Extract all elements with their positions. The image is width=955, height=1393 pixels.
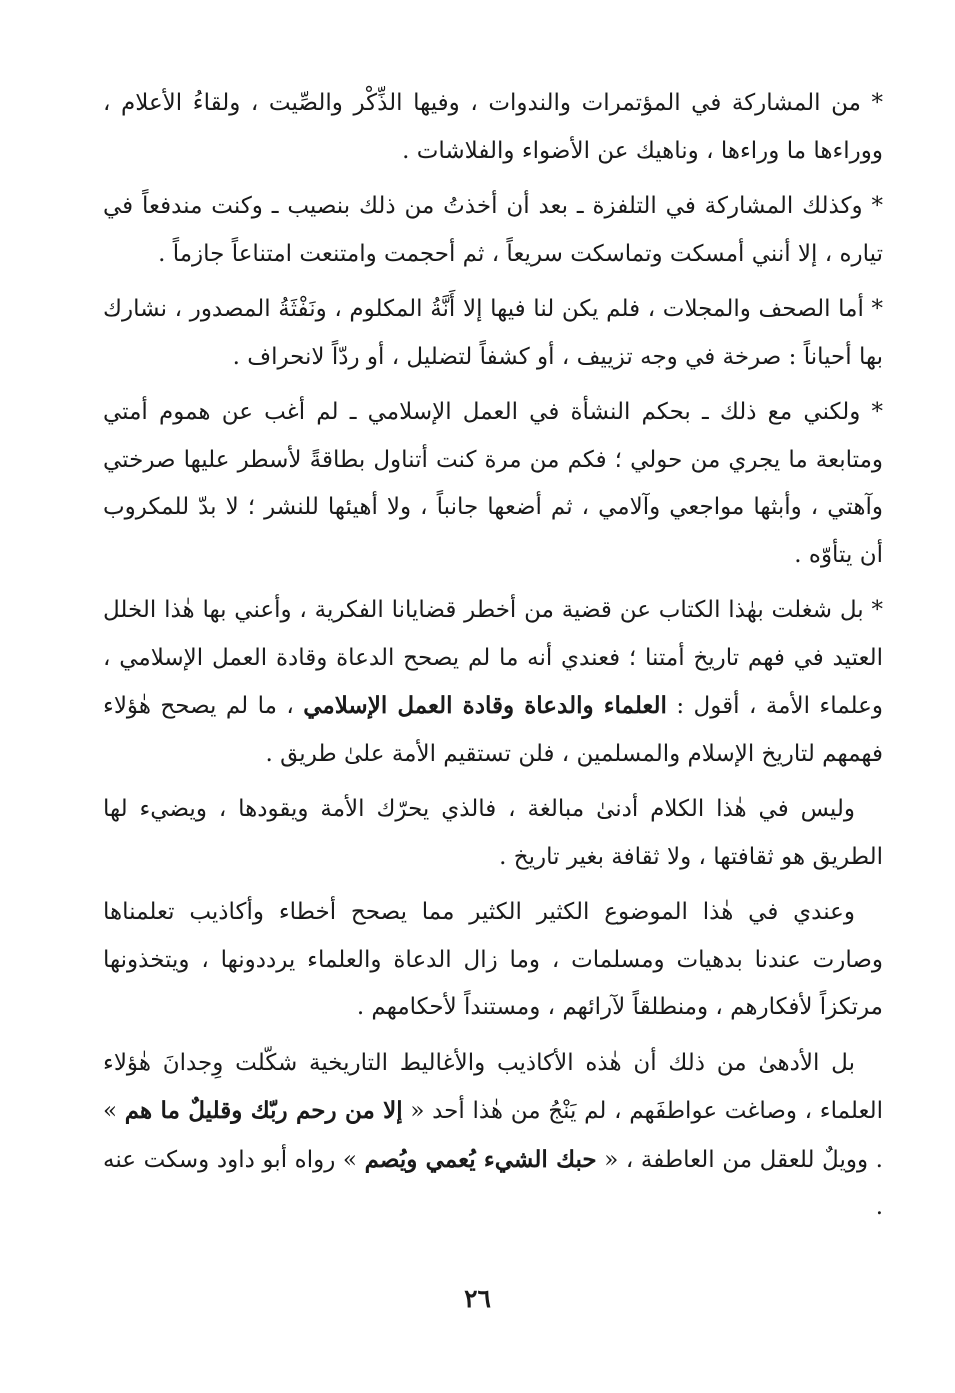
paragraph-text: بل الأدهىٰ من ذلك أن هٰذه الأكاذيب والأغاليط التاريخية شكّلت وِجدانَ هٰؤلاء العلماء ، وصاغت عواطفَهم ، لم يَنْجُ من هٰذا أحد «	[103, 1049, 883, 1124]
quran-quote: إلا من رحم ربّك وقليلٌ ما هم	[124, 1097, 403, 1124]
paragraph-television: * وكذلك المشاركة في التلفزة ـ بعد أن أخذتُ من ذلك بنصيب ـ وكنت مندفعاً في تياره ، إلا أنني أمسكت وتماسكت سريعاً ، ثم أحجمت وامتنعت امتناعاً جازماً .	[103, 193, 883, 267]
paragraph-newspapers: * أما الصحف والمجلات ، فلم يكن لنا فيها إلا أَنَّةُ المكلوم ، ونَفْثَةُ المصدور ، نشارك بها أحياناً : صرخة في وجه تزييف ، أو كشفاً لتضليل ، أو ردّاً لانحراف .	[103, 296, 883, 370]
paragraph-conferences: * من المشاركة في المؤتمرات والندوات ، وفيها الذِّكْر والصِّيت ، ولقاءُ الأعلام ، ووراءها ما وراءها ، وناهيك عن الأضواء والفلاشات .	[103, 90, 883, 164]
hadith-quote: حبك الشيء يُعمي ويُصم	[364, 1145, 597, 1173]
paragraph-islamic-work: * ولكني مع ذلك ـ بحكم النشأة في العمل الإسلامي ـ لم أغب عن هموم أمتي ومتابعة ما يجري من حولي ؛ فكم من مرة كنت أتناول بطاقةً لأسطر عليها صرختي وآهتي ، وأبثها مواجعي وآلامي ، ثم أضعها جانباً ، ولا أهيئها للنشر ؛ لا بدّ للمكروب أن يتأوّه .	[103, 399, 883, 568]
paragraph-no-exaggeration: وليس في هٰذا الكلام أدنىٰ مبالغة ، فالذي يحرّك الأمة ويقودها ، ويضيء لها الطريق هو ثقافتها ، ولا ثقافة بغير تاريخ .	[103, 796, 883, 870]
paragraph-this-book	[103, 587, 883, 778]
bold-phrase: العلماء والدعاة وقادة العمل الإسلامي	[303, 692, 667, 719]
paragraph-text: * بل شغلت بهٰذا الكتاب عن قضية من أخطر قضايانا الفكرية ، وأعني بها هٰذا الخلل العتيد في فهم تاريخ أمتنا ؛ فعندي أنه ما لم يصحح الدعاة وقادة العمل الإسلامي ، وعلماء الأمة ، أقول :	[103, 597, 883, 719]
paragraph-text: » رواه أبو داود وسكت عنه .	[103, 1146, 883, 1220]
paragraph-lies-learned: وعندي في هٰذا الموضوع الكثير الكثير مما يصحح أخطاء وأكاذيب تعلمناها وصارت عندنا بدهيات ومسلمات ، وما زال الدعاة والعلماء يرددونها ، ويتخذونها مرتكزاً لأفكارهم ، ومنطلقاً لآرائهم ، ومستنداً لأحكامهم .	[103, 899, 883, 1020]
paragraph-text: ، ما لم يصحح هٰؤلاء فهمهم لتاريخ الإسلام والمسلمين ، فلن تستقيم الأمة علىٰ طريق .	[103, 693, 883, 767]
page-body	[103, 80, 883, 1240]
page-number: ٢٦	[464, 1284, 491, 1313]
paragraph-worse	[103, 1040, 883, 1232]
paragraph-text: » . وويلٌ للعقل من العاطفة ، «	[103, 1098, 883, 1173]
